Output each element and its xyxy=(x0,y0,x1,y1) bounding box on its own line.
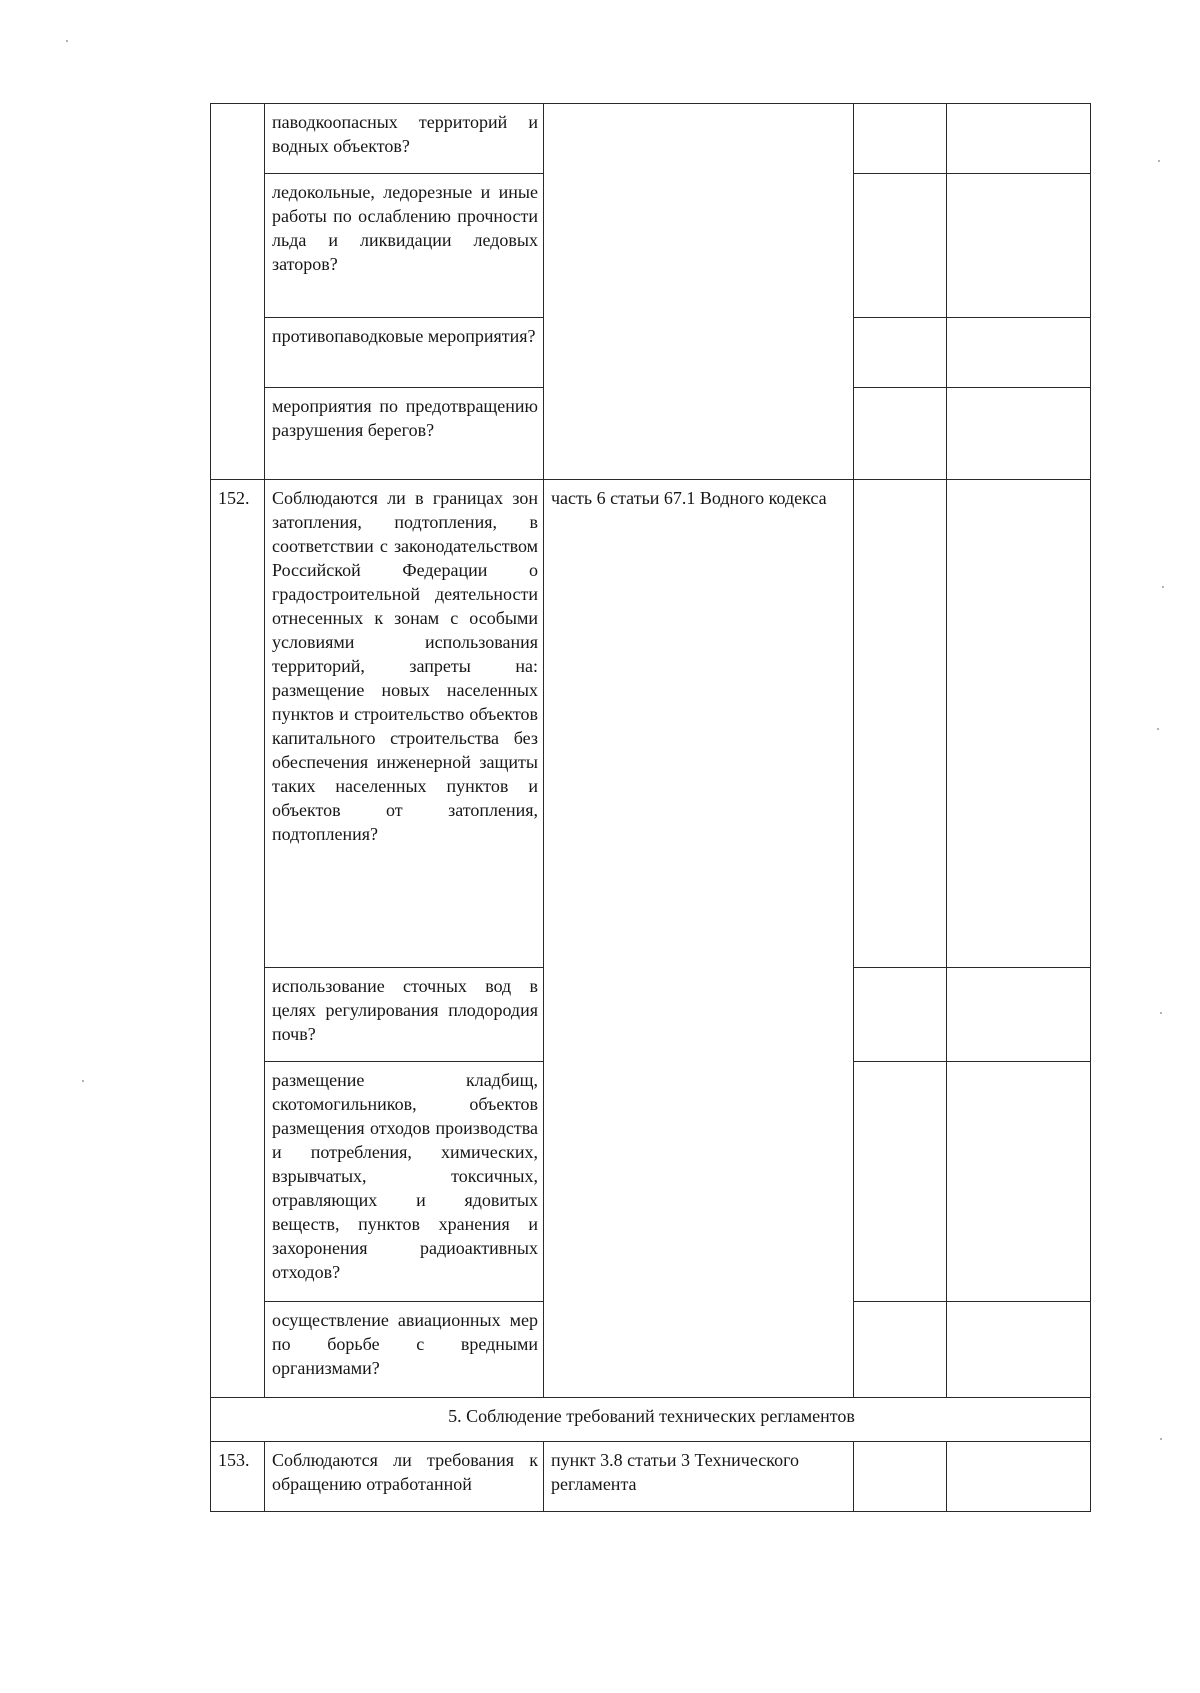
note-cell[interactable] xyxy=(947,1062,1091,1302)
answer-cell[interactable] xyxy=(854,1442,947,1512)
reference-cell-empty xyxy=(544,104,854,480)
scan-speck xyxy=(1160,1012,1162,1014)
answer-cell[interactable] xyxy=(854,104,947,174)
table-row xyxy=(211,104,1091,174)
answer-cell[interactable] xyxy=(854,174,947,318)
note-cell[interactable] xyxy=(947,480,1091,968)
item-number-cell-empty xyxy=(211,104,265,480)
answer-cell[interactable] xyxy=(854,968,947,1062)
scan-speck xyxy=(82,1080,84,1082)
note-cell[interactable] xyxy=(947,1302,1091,1398)
note-cell[interactable] xyxy=(947,318,1091,388)
question-cell: противопаводковые мероприятия? xyxy=(265,318,544,388)
question-cell: ледокольные, ледорезные и иные работы по ослаблению прочности льда и ликвидации ледовых заторов? xyxy=(265,174,544,318)
note-cell[interactable] xyxy=(947,1442,1091,1512)
item-number: 153. xyxy=(211,1442,265,1512)
answer-cell[interactable] xyxy=(854,480,947,968)
item-number: 152. xyxy=(211,480,265,1398)
note-cell[interactable] xyxy=(947,104,1091,174)
answer-cell[interactable] xyxy=(854,1062,947,1302)
scan-speck xyxy=(1162,586,1164,588)
table-row xyxy=(211,480,1091,968)
scan-speck xyxy=(1157,728,1159,730)
question-cell: Соблюдаются ли в границах зон затопления, подтопления, в соответствии с законодательством Российской Федерации о градостроительной деятельности отнесенных к зонам с особыми условиями использования территорий, запреты на: размещение новых населенных пунктов и строительство объектов капитального строительства без обеспечения инженерной защиты таких населенных пунктов и объектов от затопления, подтопления? xyxy=(265,480,544,968)
question-cell: использование сточных вод в целях регулирования плодородия почв? xyxy=(265,968,544,1062)
note-cell[interactable] xyxy=(947,968,1091,1062)
reference-cell: часть 6 статьи 67.1 Водного кодекса xyxy=(544,480,854,1398)
table-row xyxy=(211,1398,1091,1442)
note-cell[interactable] xyxy=(947,174,1091,318)
question-cell: паводкоопасных территорий и водных объектов? xyxy=(265,104,544,174)
scan-speck xyxy=(1160,1438,1162,1440)
section-heading: 5. Соблюдение требований технических регламентов xyxy=(211,1398,1091,1442)
table-row xyxy=(211,1442,1091,1512)
scan-speck xyxy=(66,40,68,42)
note-cell[interactable] xyxy=(947,388,1091,480)
question-cell: Соблюдаются ли требования к обращению отработанной xyxy=(265,1442,544,1512)
answer-cell[interactable] xyxy=(854,1302,947,1398)
answer-cell[interactable] xyxy=(854,318,947,388)
question-cell: мероприятия по предотвращению разрушения берегов? xyxy=(265,388,544,480)
question-cell: размещение кладбищ, скотомогильников, объектов размещения отходов производства и потребления, химических, взрывчатых, токсичных, отравляющих и ядовитых веществ, пунктов хранения и захоронения радиоактивных отходов? xyxy=(265,1062,544,1302)
checklist-table xyxy=(210,103,1091,1512)
scan-speck xyxy=(1158,160,1160,162)
question-cell: осуществление авиационных мер по борьбе с вредными организмами? xyxy=(265,1302,544,1398)
answer-cell[interactable] xyxy=(854,388,947,480)
reference-cell: пункт 3.8 статьи 3 Технического регламента xyxy=(544,1442,854,1512)
